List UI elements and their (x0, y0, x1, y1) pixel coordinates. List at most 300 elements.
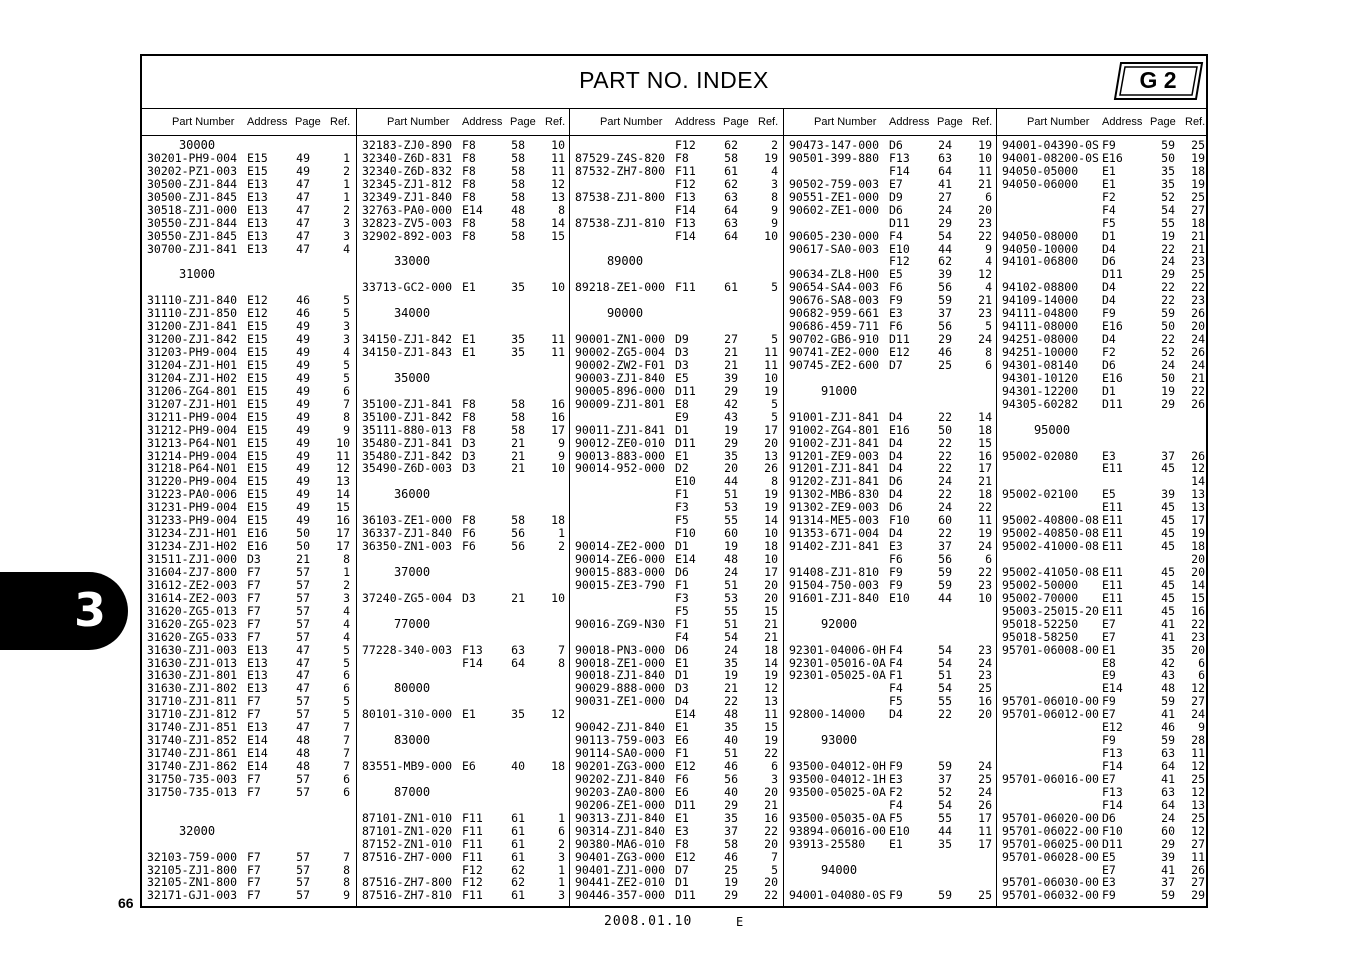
ref: 15 (1191, 590, 1205, 605)
index-row (142, 773, 356, 786)
part-number: 90686-459-711 (789, 319, 880, 334)
address: E13 (247, 202, 268, 217)
address: F8 (462, 396, 476, 411)
ref: 5 (343, 357, 350, 372)
address: F7 (247, 603, 261, 618)
part-number: 94305-60282 (1002, 396, 1079, 411)
ref: 14 (764, 513, 778, 528)
part-number: 94001-08200-0S (1002, 150, 1099, 165)
address: D4 (889, 487, 903, 502)
index-row (570, 411, 784, 424)
page: 58 (511, 228, 525, 243)
part-number: 90203-ZA0-800 (575, 784, 666, 799)
page: 44 (938, 590, 952, 605)
page: 22 (1161, 280, 1175, 295)
index-row (570, 437, 784, 450)
address: E15 (247, 500, 268, 515)
page: 21 (724, 345, 738, 359)
index-row (570, 385, 784, 398)
page: 49 (296, 422, 310, 437)
ref: 21 (764, 629, 778, 644)
ref: 8 (985, 345, 992, 359)
page: 24 (938, 500, 952, 515)
part-number: 95701-06020-00 (1002, 810, 1099, 825)
part-number: 90380-MA6-010 (575, 836, 666, 851)
ref: 9 (343, 888, 350, 903)
address: E12 (1102, 720, 1123, 735)
index-row (997, 838, 1207, 851)
part-number: 94251-08000 (1002, 332, 1079, 347)
part-number: 92800-14000 (789, 707, 866, 722)
address: D4 (889, 448, 903, 463)
address: E14 (247, 759, 268, 773)
address: E3 (1102, 875, 1116, 890)
address: E5 (1102, 849, 1116, 864)
address: E12 (247, 293, 268, 308)
page: 44 (724, 474, 738, 489)
part-number: 90602-ZE1-000 (789, 202, 880, 217)
page: 49 (296, 370, 310, 385)
ref: 10 (764, 526, 778, 541)
address: E13 (247, 215, 268, 230)
part-number: 31234-ZJ1-H02 (147, 539, 238, 554)
index-row (784, 437, 997, 450)
index-row (997, 462, 1207, 475)
address: F1 (675, 577, 689, 592)
ref: 3 (771, 771, 778, 786)
part-number: 90012-ZE0-010 (575, 435, 666, 450)
address: E16 (889, 422, 910, 437)
index-row (997, 889, 1207, 902)
page: 61 (511, 849, 525, 864)
address: F5 (889, 694, 903, 709)
page: 49 (296, 383, 310, 398)
page: 50 (1161, 370, 1175, 385)
ref: 10 (764, 552, 778, 566)
part-number: 95018-52250 (1002, 616, 1079, 631)
index-row (142, 152, 356, 165)
ref: 11 (551, 163, 565, 178)
part-number: 90042-ZJ1-840 (575, 720, 666, 735)
page: 37 (938, 771, 952, 786)
part-number: 90702-GB6-910 (789, 332, 880, 347)
page: 49 (296, 345, 310, 359)
index-row (357, 631, 570, 644)
address: F1 (675, 616, 689, 631)
ref: 1 (343, 189, 350, 204)
address: F7 (247, 849, 261, 864)
address: E1 (462, 345, 476, 359)
ref: 18 (978, 487, 992, 502)
page: 21 (511, 435, 525, 450)
ref: 16 (551, 409, 565, 424)
address: E8 (1102, 655, 1116, 670)
part-number: 93894-06016-00 (789, 823, 886, 838)
ref: 4 (343, 241, 350, 256)
page: 29 (1161, 836, 1175, 851)
address: D11 (675, 383, 696, 398)
index-row (784, 889, 997, 902)
ref: 23 (1191, 254, 1205, 269)
address: D1 (675, 539, 689, 554)
part-number: 95701-06022-00 (1002, 823, 1099, 838)
ref: 17 (764, 564, 778, 579)
index-row (142, 411, 356, 424)
part-number: 36350-ZN1-003 (362, 539, 453, 554)
ref: 21 (978, 293, 992, 308)
index-row (997, 579, 1207, 592)
page: 35 (1161, 642, 1175, 657)
page: 60 (938, 513, 952, 528)
index-row (357, 773, 570, 786)
ref: 11 (978, 163, 992, 178)
address: F2 (1102, 345, 1116, 359)
index-row (142, 372, 356, 385)
page: 49 (296, 396, 310, 411)
index-row (997, 230, 1207, 243)
ref: 19 (1191, 150, 1205, 165)
index-row (784, 230, 997, 243)
part-number: 95002-02100 (1002, 487, 1079, 502)
address: F14 (1102, 797, 1123, 812)
address: F9 (1102, 694, 1116, 709)
page: 57 (296, 875, 310, 890)
part-number: 94050-08000 (1002, 228, 1079, 243)
index-row (997, 799, 1207, 812)
address: E1 (1102, 163, 1116, 178)
address: E7 (1102, 629, 1116, 644)
part-number: 32105-ZN1-800 (147, 875, 238, 890)
address: E7 (889, 176, 903, 191)
address: E15 (247, 370, 268, 385)
ref: 7 (343, 396, 350, 411)
address: F13 (462, 642, 483, 657)
ref: 6 (771, 759, 778, 773)
page: 35 (724, 655, 738, 670)
part-number: 30550-ZJ1-845 (147, 228, 238, 243)
ref: 11 (336, 448, 350, 463)
ref: 13 (336, 474, 350, 489)
ref: 23 (978, 642, 992, 657)
address: E13 (247, 681, 268, 696)
page: 63 (1161, 746, 1175, 761)
part-number: 90634-ZL8-H00 (789, 267, 880, 282)
ref: 11 (764, 345, 778, 359)
part-number: 32103-759-000 (147, 849, 238, 864)
ref: 22 (978, 564, 992, 579)
ref: 10 (551, 461, 565, 476)
page: 39 (1161, 487, 1175, 502)
part-number: 31234-ZJ1-H01 (147, 526, 238, 541)
page: 63 (511, 642, 525, 657)
part-number: 31740-ZJ1-862 (147, 759, 238, 773)
address: F8 (462, 215, 476, 230)
page: 61 (724, 280, 738, 295)
ref: 4 (985, 254, 992, 269)
part-number: 90013-883-000 (575, 448, 666, 463)
ref: 4 (343, 616, 350, 631)
ref: 6 (343, 784, 350, 799)
page: 46 (724, 759, 738, 773)
page: 53 (724, 500, 738, 515)
ref: 18 (1191, 539, 1205, 554)
page: 27 (724, 332, 738, 347)
page: 58 (511, 396, 525, 411)
group-number: 95000 (1033, 422, 1071, 437)
ref: 17 (336, 526, 350, 541)
page: 22 (938, 409, 952, 424)
ref: 9 (771, 202, 778, 217)
address: E10 (889, 590, 910, 605)
index-row (142, 786, 356, 799)
address: E15 (247, 383, 268, 398)
group-heading (357, 734, 570, 747)
page: 57 (296, 629, 310, 644)
index-row (142, 605, 356, 618)
part-number: 94001-04390-0S (1002, 138, 1099, 152)
page: 29 (938, 215, 952, 230)
index-row (142, 838, 356, 851)
page: 57 (296, 694, 310, 709)
ref: 1 (558, 862, 565, 877)
page: 57 (296, 707, 310, 722)
address: E15 (247, 357, 268, 372)
page: 57 (296, 784, 310, 799)
part-number: 91201-ZE9-003 (789, 448, 880, 463)
ref: 5 (343, 306, 350, 321)
page: 46 (938, 345, 952, 359)
address: D4 (1102, 241, 1116, 256)
page: 49 (296, 357, 310, 372)
address: D3 (462, 448, 476, 463)
index-row (784, 631, 997, 644)
part-number: 90551-ZE1-000 (789, 189, 880, 204)
part-number: 31750-735-013 (147, 784, 238, 799)
group-number: 83000 (393, 733, 431, 748)
part-number: 90682-959-661 (789, 306, 880, 321)
group-number: 94000 (820, 862, 858, 877)
ref: 9 (558, 448, 565, 463)
ref: 24 (978, 332, 992, 347)
part-number: 87101-ZN1-020 (362, 823, 453, 838)
ref: 26 (1191, 345, 1205, 359)
part-number: 94109-14000 (1002, 293, 1079, 308)
index-row (784, 191, 997, 204)
address: E14 (462, 202, 483, 217)
part-number: 95701-06010-00 (1002, 694, 1099, 709)
part-number: 91601-ZJ1-840 (789, 590, 880, 605)
index-rows (570, 139, 784, 902)
ref: 24 (978, 539, 992, 554)
page: 29 (724, 383, 738, 398)
part-number: 83551-MB9-000 (362, 759, 453, 773)
address: D4 (889, 435, 903, 450)
page: 54 (938, 655, 952, 670)
address: D3 (247, 552, 261, 566)
ref: 25 (1191, 189, 1205, 204)
part-number: 90018-ZJ1-840 (575, 668, 666, 683)
part-number: 91002-ZJ1-841 (789, 435, 880, 450)
part-number: 30700-ZJ1-841 (147, 241, 238, 256)
address: F14 (675, 202, 696, 217)
part-number: 91408-ZJ1-810 (789, 564, 880, 579)
address: E10 (889, 823, 910, 838)
header-page: Page (723, 116, 749, 128)
address: E5 (675, 370, 689, 385)
page: 58 (511, 215, 525, 230)
page: 37 (938, 539, 952, 554)
chapter-number: 3 (74, 583, 107, 637)
address: E15 (247, 448, 268, 463)
ref: 2 (343, 202, 350, 217)
address: D11 (1102, 836, 1123, 851)
part-number: 32183-ZJ0-890 (362, 138, 453, 152)
group-heading (997, 424, 1207, 437)
ref: 27 (1191, 836, 1205, 851)
index-row (784, 359, 997, 372)
ref: 4 (343, 629, 350, 644)
ref: 21 (978, 176, 992, 191)
ref: 24 (978, 655, 992, 670)
index-row (357, 644, 570, 657)
address: F2 (1102, 189, 1116, 204)
ref: 12 (1191, 681, 1205, 696)
address: E15 (247, 409, 268, 424)
ref: 5 (771, 409, 778, 424)
header-ref: Ref. (758, 116, 779, 128)
ref: 19 (764, 500, 778, 515)
page: 24 (938, 138, 952, 152)
part-number: 33713-GC2-000 (362, 280, 453, 295)
index-row (997, 437, 1207, 450)
ref: 29 (1191, 888, 1205, 903)
page: 61 (511, 836, 525, 851)
page: 57 (296, 590, 310, 605)
address: F6 (889, 319, 903, 334)
part-number: 90314-ZJ1-840 (575, 823, 666, 838)
part-number: 30500-ZJ1-845 (147, 189, 238, 204)
index-row (142, 553, 356, 566)
group-heading (357, 566, 570, 579)
page: 59 (938, 577, 952, 592)
ref: 16 (336, 513, 350, 528)
ref: 3 (558, 888, 565, 903)
address: D11 (1102, 267, 1123, 282)
address: F8 (462, 138, 476, 152)
ref: 13 (551, 189, 565, 204)
page: 48 (724, 552, 738, 566)
ref: 3 (343, 319, 350, 334)
page: 61 (511, 823, 525, 838)
header-part-number: Part Number (1027, 116, 1090, 128)
page: 41 (1161, 862, 1175, 877)
index-row (570, 398, 784, 411)
address: E15 (247, 396, 268, 411)
page: 61 (511, 810, 525, 825)
index-row (997, 618, 1207, 631)
page: 57 (296, 616, 310, 631)
part-number: 30500-ZJ1-844 (147, 176, 238, 191)
page: 58 (511, 138, 525, 152)
index-row (997, 411, 1207, 424)
index-row (357, 346, 570, 359)
address: F9 (1102, 733, 1116, 748)
index-row (570, 825, 784, 838)
ref: 10 (764, 370, 778, 385)
index-row (357, 553, 570, 566)
index-row (570, 346, 784, 359)
page: 56 (511, 539, 525, 554)
address: F8 (675, 150, 689, 165)
ref: 3 (343, 228, 350, 243)
page: 58 (511, 422, 525, 437)
part-number: 31710-ZJ1-811 (147, 694, 238, 709)
address: F8 (462, 422, 476, 437)
page: 37 (724, 823, 738, 838)
address: E14 (247, 746, 268, 761)
address: E12 (889, 345, 910, 359)
ref: 5 (985, 319, 992, 334)
page: 46 (724, 849, 738, 864)
index-row (570, 786, 784, 799)
page: 50 (296, 526, 310, 541)
page: 51 (724, 616, 738, 631)
page: 49 (296, 163, 310, 178)
ref: 21 (764, 616, 778, 631)
part-number: 35100-ZJ1-842 (362, 409, 453, 424)
page: 19 (724, 668, 738, 683)
index-row (784, 799, 997, 812)
address: F6 (889, 552, 903, 566)
ref: 13 (764, 448, 778, 463)
ref: 6 (558, 823, 565, 838)
address: F4 (1102, 202, 1116, 217)
ref: 7 (771, 849, 778, 864)
index-row (357, 411, 570, 424)
page: 58 (724, 836, 738, 851)
page: 29 (724, 888, 738, 903)
group-heading (357, 682, 570, 695)
ref: 18 (551, 759, 565, 773)
ref: 18 (1191, 215, 1205, 230)
header-ref: Ref. (545, 116, 566, 128)
part-number: 31223-PA0-006 (147, 487, 238, 502)
address: F8 (462, 176, 476, 191)
ref: 5 (771, 396, 778, 411)
ref: 15 (764, 720, 778, 735)
part-number: 32340-Z6D-831 (362, 150, 453, 165)
address: D4 (1102, 280, 1116, 295)
index-row (997, 217, 1207, 230)
ref: 16 (1191, 603, 1205, 618)
column-header (357, 109, 570, 136)
chapter-tab (0, 572, 128, 650)
address: E11 (1102, 513, 1123, 528)
part-number: 92301-05025-0A (789, 668, 886, 683)
address: F13 (889, 150, 910, 165)
page: 24 (1161, 254, 1175, 269)
group-heading (784, 864, 997, 877)
part-number: 95003-25015-20 (1002, 603, 1099, 618)
part-number: 31614-ZE2-003 (147, 590, 238, 605)
index-row (784, 644, 997, 657)
page: 41 (1161, 771, 1175, 786)
page: 48 (1161, 681, 1175, 696)
part-number: 90015-ZE3-790 (575, 577, 666, 592)
part-number: 30518-ZJ1-000 (147, 202, 238, 217)
index-row (357, 475, 570, 488)
ref: 18 (764, 642, 778, 657)
